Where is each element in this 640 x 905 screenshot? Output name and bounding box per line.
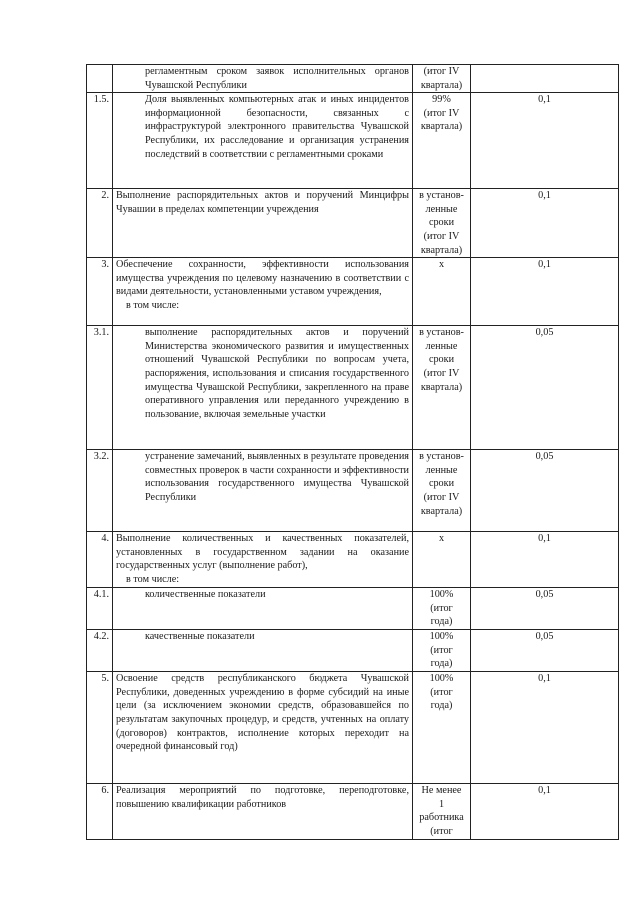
row-number: 3.	[87, 258, 113, 326]
row-number: 4.2.	[87, 630, 113, 672]
row-number	[87, 65, 113, 93]
row-description-text: Обеспечение сохранности, эффективности использования имущества учреждения по целевому назначению в соответствии с видами деятельности, установленными уставом учреждения,	[116, 259, 409, 298]
row-description-text: Выполнение количественных и качественных показателей, установленных в государственном задании на оказание государственных услуг (выполнение работ),	[116, 533, 409, 572]
table-row	[87, 784, 619, 840]
row-weight: 0,1	[471, 532, 619, 588]
row-description: Выполнение распорядительных актов и поручений Минцифры Чувашии в пределах компетенции учреждения	[113, 189, 413, 258]
row-number: 5.	[87, 672, 113, 784]
row-number: 2.	[87, 189, 113, 258]
table-row	[87, 189, 619, 258]
row-term: в установ- ленные сроки (итог IV квартала)	[413, 450, 471, 532]
row-weight: 0,1	[471, 672, 619, 784]
row-term: 100% (итог года)	[413, 588, 471, 630]
row-number: 6.	[87, 784, 113, 840]
row-description: количественные показатели	[113, 588, 413, 630]
row-weight: 0,05	[471, 588, 619, 630]
table-row	[87, 65, 619, 93]
table-row	[87, 588, 619, 630]
row-number: 1.5.	[87, 93, 113, 189]
row-number: 3.1.	[87, 326, 113, 450]
row-term: 100% (итог года)	[413, 672, 471, 784]
criteria-table	[86, 64, 619, 840]
row-number: 4.1.	[87, 588, 113, 630]
row-weight: 0,1	[471, 784, 619, 840]
row-weight: 0,05	[471, 326, 619, 450]
row-term: 99% (итог IV квартала)	[413, 93, 471, 189]
row-description: выполнение распорядительных актов и поручений Министерства экономического развития и имущественных отношений Чувашской Республики по вопросам учета, распоряжения, использования и списания государственного имущества Чувашской Республики, закрепленного на праве оперативного управления или переданного учреждению в пользование, включая земельные участки	[113, 326, 413, 450]
row-term: Не менее 1 работника (итог	[413, 784, 471, 840]
row-description: Доля выявленных компьютерных атак и иных инцидентов информационной безопасности, связанных с инфраструктурой электронного правительства Чувашской Республики, их расследование и организация устранения последствий в соответствии с регламентными сроками	[113, 93, 413, 189]
row-term: 100% (итог года)	[413, 630, 471, 672]
table-row	[87, 450, 619, 532]
row-subnote: в том числе:	[126, 573, 180, 585]
row-description: регламентным сроком заявок исполнительных органов Чувашской Республики	[113, 65, 413, 93]
row-weight: 0,1	[471, 189, 619, 258]
row-term: х	[413, 258, 471, 326]
row-description: Освоение средств республиканского бюджета Чувашской Республики, доведенных учреждению в форме субсидий на иные цели (за исключением экономии средств, образовавшейся по результатам закупочных процедур, и средств, учтенных на оплату (договоров) контрактов, исполнение которых переходит на очередной финансовый год)	[113, 672, 413, 784]
row-term: в установ- ленные сроки (итог IV квартала)	[413, 189, 471, 258]
row-number: 4.	[87, 532, 113, 588]
row-weight: 0,1	[471, 93, 619, 189]
row-description	[113, 258, 413, 326]
row-weight	[471, 65, 619, 93]
row-description	[113, 532, 413, 588]
table-row	[87, 532, 619, 588]
row-weight: 0,05	[471, 630, 619, 672]
row-description: Реализация мероприятий по подготовке, переподготовке, повышению квалификации работников	[113, 784, 413, 840]
row-description: качественные показатели	[113, 630, 413, 672]
table-row	[87, 672, 619, 784]
row-term: в установ- ленные сроки (итог IV квартала)	[413, 326, 471, 450]
table-row	[87, 630, 619, 672]
row-number: 3.2.	[87, 450, 113, 532]
row-term: х	[413, 532, 471, 588]
table-row	[87, 258, 619, 326]
row-term: (итог IV квартала)	[413, 65, 471, 93]
table-row	[87, 93, 619, 189]
row-subnote: в том числе:	[126, 299, 180, 311]
table-row	[87, 326, 619, 450]
row-weight: 0,1	[471, 258, 619, 326]
row-description: устранение замечаний, выявленных в результате проведения совместных проверок в части сохранности и эффективности использования государственного имущества Чувашской Республики	[113, 450, 413, 532]
row-weight: 0,05	[471, 450, 619, 532]
